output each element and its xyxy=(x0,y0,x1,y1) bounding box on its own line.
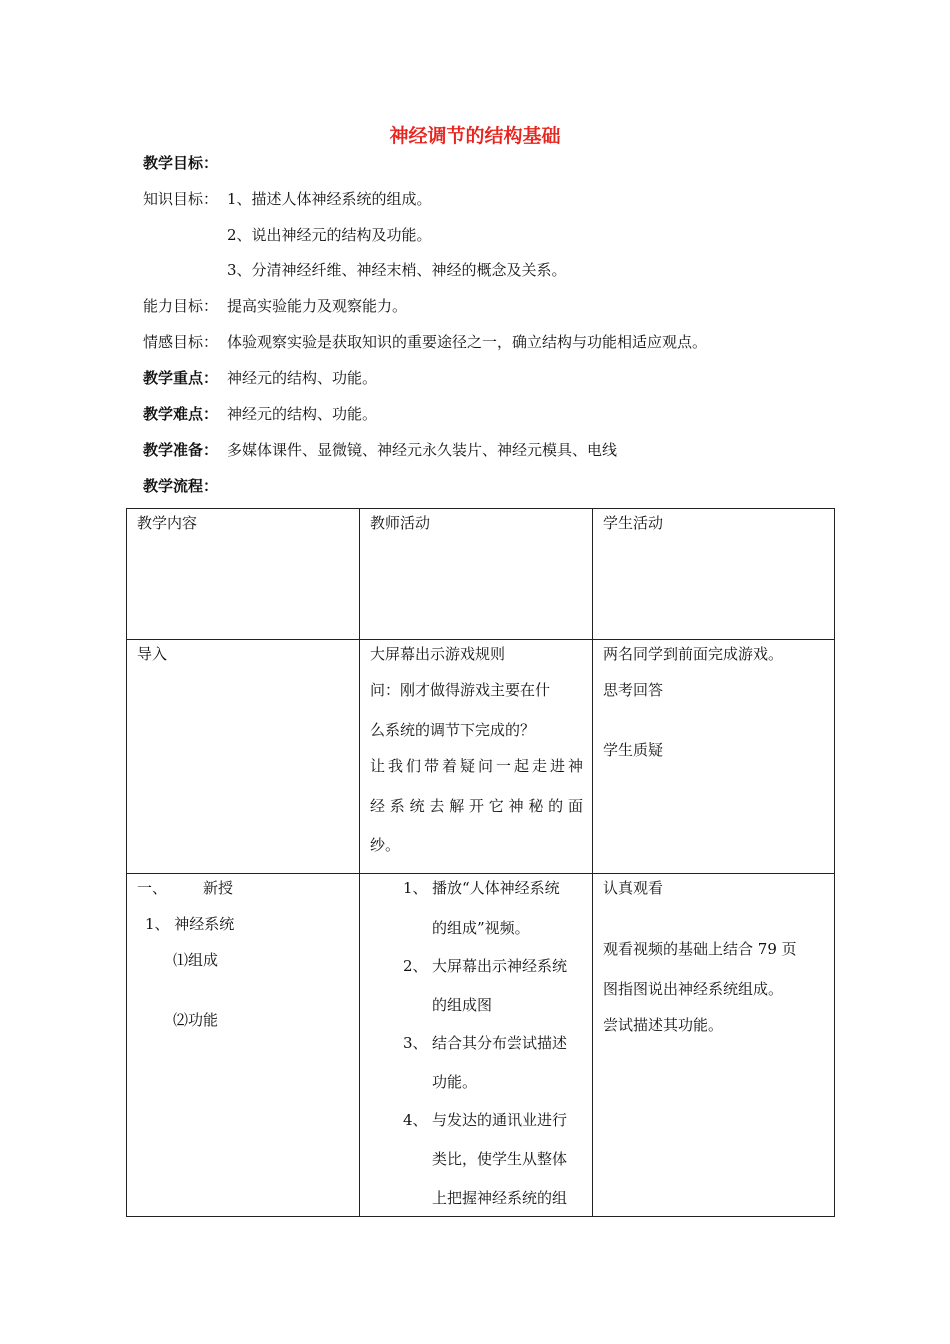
new-content-sub-1a: ⑴组成 xyxy=(173,951,219,969)
new-teacher-3-line-1: 结合其分布尝试描述 xyxy=(432,1034,568,1052)
new-teacher-1-line-1: 播放“人体神经系统 xyxy=(432,879,560,897)
new-teacher-4-line-3: 上把握神经系统的组 xyxy=(432,1189,568,1207)
new-teacher-cell xyxy=(360,874,593,1217)
preparation-text: 多媒体课件、显微镜、神经元永久装片、神经元模具、电线 xyxy=(227,441,618,459)
intro-student-line-2: 思考回答 xyxy=(603,681,664,699)
difficulty-label: 教学难点： xyxy=(143,405,219,423)
header-cell-content xyxy=(127,509,360,640)
intro-student-line-1: 两名同学到前面完成游戏。 xyxy=(603,645,784,663)
knowledge-label: 知识目标： xyxy=(143,190,219,208)
emotion-text: 体验观察实验是获取知识的重要途径之一，确立结构与功能相适应观点。 xyxy=(227,333,708,351)
new-student-line-4: 尝试描述其功能。 xyxy=(603,1016,724,1034)
new-teacher-2-line-1: 大屏幕出示神经系统 xyxy=(432,957,568,975)
intro-teacher-line-6: 纱。 xyxy=(370,836,401,854)
intro-student-cell xyxy=(593,640,835,874)
new-student-line-1: 认真观看 xyxy=(603,879,664,897)
new-student-line-2: 观看视频的基础上结合 79 页 xyxy=(603,940,797,958)
key-point-label: 教学重点： xyxy=(143,369,219,387)
key-point-text: 神经元的结构、功能。 xyxy=(227,369,378,387)
new-teacher-num-3: 3、 xyxy=(403,1034,428,1052)
new-teacher-3-line-2: 功能。 xyxy=(432,1073,478,1091)
new-teacher-num-2: 2、 xyxy=(403,957,428,975)
intro-teacher-line-1: 大屏幕出示游戏规则 xyxy=(370,645,506,663)
new-teacher-4-line-1: 与发达的通讯业进行 xyxy=(432,1111,568,1129)
table-row-new xyxy=(127,874,835,1217)
header-student: 学生活动 xyxy=(603,514,664,532)
new-content-cell xyxy=(127,874,360,1217)
header-cell-teacher xyxy=(360,509,593,640)
new-content-index: 一、 xyxy=(137,879,168,897)
knowledge-item-2: 2、说出神经元的结构及功能。 xyxy=(227,226,432,244)
intro-content: 导入 xyxy=(137,645,168,663)
new-content-sub-1: 1、 神经系统 xyxy=(145,915,235,933)
new-content-title: 新授 xyxy=(203,879,234,897)
table-header-row xyxy=(127,509,835,640)
header-content: 教学内容 xyxy=(137,514,198,532)
knowledge-item-3: 3、分清神经纤维、神经末梢、神经的概念及关系。 xyxy=(227,261,567,279)
new-student-cell xyxy=(593,874,835,1217)
new-teacher-num-4: 4、 xyxy=(403,1111,428,1129)
new-student-line-3: 图指图说出神经系统组成。 xyxy=(603,980,784,998)
intro-teacher-line-5: 经系统去解开它神秘的面 xyxy=(370,797,583,815)
new-teacher-num-1: 1、 xyxy=(403,879,428,897)
table-row-intro xyxy=(127,640,835,874)
intro-teacher-line-2: 问：刚才做得游戏主要在什 xyxy=(370,681,551,699)
intro-teacher-line-3: 么系统的调节下完成的？ xyxy=(370,721,536,739)
new-teacher-2-line-2: 的组成图 xyxy=(432,996,493,1014)
new-teacher-1-line-2: 的组成”视频。 xyxy=(432,919,530,937)
page-title: 神经调节的结构基础 xyxy=(389,125,561,147)
intro-teacher-line-4: 让我们带着疑问一起走进神 xyxy=(370,757,583,775)
lesson-flow-table xyxy=(126,508,835,1217)
ability-text: 提高实验能力及观察能力。 xyxy=(227,297,408,315)
intro-student-line-3: 学生质疑 xyxy=(603,741,664,759)
flow-heading: 教学流程： xyxy=(143,477,219,495)
new-teacher-4-line-2: 类比，使学生从整体 xyxy=(432,1150,568,1168)
difficulty-text: 神经元的结构、功能。 xyxy=(227,405,378,423)
objectives-heading: 教学目标： xyxy=(143,154,219,172)
preparation-label: 教学准备： xyxy=(143,441,219,459)
intro-teacher-cell xyxy=(360,640,593,874)
knowledge-item-1: 1、描述人体神经系统的组成。 xyxy=(227,190,432,208)
emotion-label: 情感目标： xyxy=(143,333,219,351)
new-content-sub-1b: ⑵功能 xyxy=(173,1011,219,1029)
header-teacher: 教师活动 xyxy=(370,514,431,532)
intro-content-cell xyxy=(127,640,360,874)
ability-label: 能力目标： xyxy=(143,297,219,315)
header-cell-student xyxy=(593,509,835,640)
